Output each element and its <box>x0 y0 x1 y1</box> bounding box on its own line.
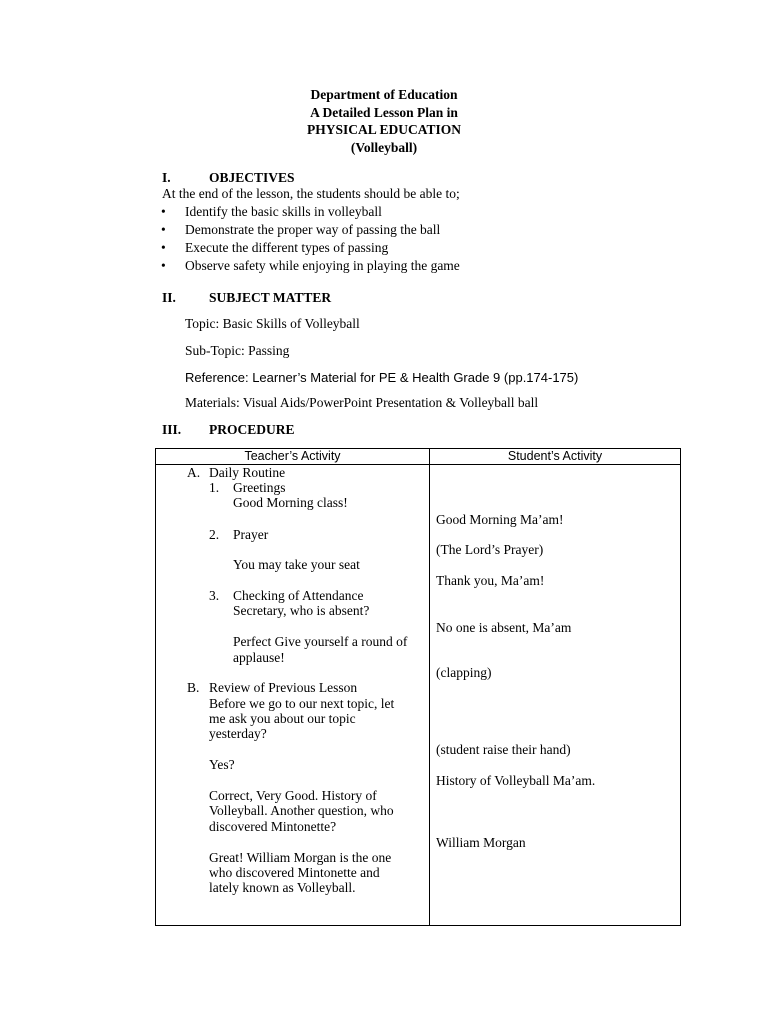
teacher-line: Yes? <box>209 757 235 772</box>
teacher-line: Volleyball. Another question, who <box>209 803 394 818</box>
student-line: Thank you, Ma’am! <box>436 573 545 588</box>
header-plan-title: A Detailed Lesson Plan in <box>310 104 458 120</box>
greetings-label: Greetings <box>233 480 286 495</box>
teacher-line: Correct, Very Good. History of <box>209 788 377 803</box>
review-heading: Review of Previous Lesson <box>209 680 358 695</box>
teacher-activity-header: Teacher’s Activity <box>244 449 341 463</box>
bullet-icon: • <box>161 240 166 255</box>
prayer-label: Prayer <box>233 527 269 542</box>
section-2-number: II. <box>162 290 176 305</box>
student-line: (The Lord’s Prayer) <box>436 542 544 557</box>
header-subject: PHYSICAL EDUCATION <box>307 122 461 137</box>
teacher-line: Perfect Give yourself a round of <box>233 634 408 649</box>
procedure-table <box>155 448 681 926</box>
student-line: Good Morning Ma’am! <box>436 512 564 527</box>
bullet-icon: • <box>161 204 166 219</box>
student-line: William Morgan <box>436 835 526 850</box>
teacher-line: lately known as Volleyball. <box>209 880 356 895</box>
item-number: 1. <box>209 480 220 495</box>
teacher-line: Before we go to our next topic, let <box>209 696 395 711</box>
student-line: (clapping) <box>436 665 492 680</box>
daily-routine-heading: Daily Routine <box>209 465 286 480</box>
subject-subtopic: Sub-Topic: Passing <box>185 343 290 358</box>
teacher-line: You may take your seat <box>233 557 360 572</box>
item-number: 3. <box>209 588 220 603</box>
student-line: (student raise their hand) <box>436 742 571 757</box>
teacher-line: Good Morning class! <box>233 495 348 510</box>
item-label: A. <box>187 465 201 480</box>
header-department: Department of Education <box>310 87 458 102</box>
section-3-number: III. <box>162 422 182 437</box>
section-3-title: PROCEDURE <box>209 422 295 437</box>
subject-materials: Materials: Visual Aids/PowerPoint Presentation & Volleyball ball <box>185 395 539 410</box>
teacher-line: Secretary, who is absent? <box>233 603 370 618</box>
student-activity-header: Student’s Activity <box>507 449 603 463</box>
teacher-line: yesterday? <box>209 726 267 741</box>
student-line: No one is absent, Ma’am <box>436 620 572 635</box>
objectives-intro: At the end of the lesson, the students should be able to; <box>162 186 460 201</box>
item-label: B. <box>187 680 200 695</box>
attendance-label: Checking of Attendance <box>233 588 364 603</box>
item-number: 2. <box>209 527 220 542</box>
section-2-title: SUBJECT MATTER <box>209 290 332 305</box>
subject-topic: Topic: Basic Skills of Volleyball <box>185 316 360 331</box>
teacher-line: discovered Mintonette? <box>209 819 337 834</box>
bullet-icon: • <box>161 222 166 237</box>
header-topic: (Volleyball) <box>350 139 418 155</box>
table-column-divider <box>429 449 430 925</box>
bullet-icon: • <box>161 258 166 273</box>
teacher-line: applause! <box>233 650 285 665</box>
document-header <box>0 86 768 156</box>
section-1-number: I. <box>162 170 171 185</box>
section-1-title: OBJECTIVES <box>209 170 295 185</box>
subject-reference: Reference: Learner’s Material for PE & Health Grade 9 (pp.174-175) <box>185 370 579 385</box>
student-line: History of Volleyball Ma’am. <box>436 773 596 788</box>
teacher-line: me ask you about our topic <box>209 711 356 726</box>
teacher-line: who discovered Mintonette and <box>209 865 380 880</box>
teacher-line: Great! William Morgan is the one <box>209 850 392 865</box>
